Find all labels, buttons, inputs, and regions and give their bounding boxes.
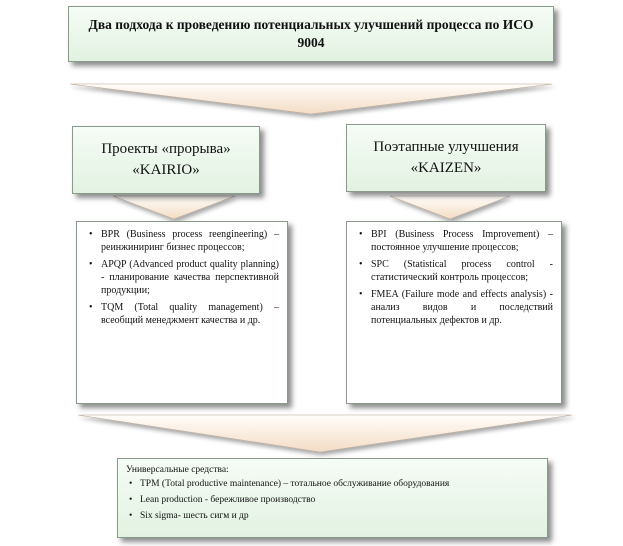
breakthrough-heading (101, 139, 230, 181)
arrow-down-left (113, 196, 235, 219)
diagram-title: Два подхода к проведению потенциальных улучшений процесса по ИСО 9004 (88, 17, 534, 50)
diagram-title-box (68, 6, 554, 62)
kaizen-heading (373, 137, 518, 179)
kaizen-heading-box (346, 124, 546, 192)
universal-tools-list (126, 478, 539, 523)
list-item: • BPI (Business Process Improvement) –постоянное улучшение процессов; (371, 228, 553, 254)
kaizen-heading-line2: «KAIZEN» (410, 160, 482, 176)
arrow-down-bottom (78, 415, 572, 452)
breakthrough-methods-list (85, 228, 279, 327)
list-item: • BPR (Business process reengineering) – реинжиниринг бизнес процессов; (101, 228, 279, 254)
list-item: • TQM (Total quality management) – всеобщий менеджмент качества и др. (101, 301, 279, 327)
list-item: • TPM (Total productive maintenance) – тотальное обслуживание оборудования (140, 478, 539, 491)
breakthrough-heading-box (72, 126, 260, 194)
universal-tools-box (117, 458, 548, 538)
arrow-down-right (390, 196, 510, 219)
list-item: • SPC (Statistical process control - статистический контроль процессов; (371, 258, 553, 284)
universal-tools-heading: Универсальные средства: (126, 465, 229, 475)
breakthrough-methods-box (76, 221, 288, 404)
arrow-down-top (70, 84, 552, 114)
kaizen-heading-line1: Поэтапные улучшения (373, 139, 519, 155)
kaizen-methods-list (355, 228, 553, 327)
list-item: • FMEA (Failure mode and effects analysis) - анализ видов и последствий потенциальных дефектов и др. (371, 288, 553, 327)
list-item: • Lean production - бережливое производство (140, 494, 539, 507)
kaizen-methods-box (346, 221, 562, 404)
breakthrough-heading-line2: «KAIRIO» (132, 162, 200, 178)
breakthrough-heading-line1: Проекты «прорыва» (101, 141, 231, 157)
list-item: • APQP (Advanced product quality planning) - планирование качества перспективной продукции; (101, 258, 279, 297)
list-item: • Six sigma- шесть сигм и др (140, 510, 539, 523)
